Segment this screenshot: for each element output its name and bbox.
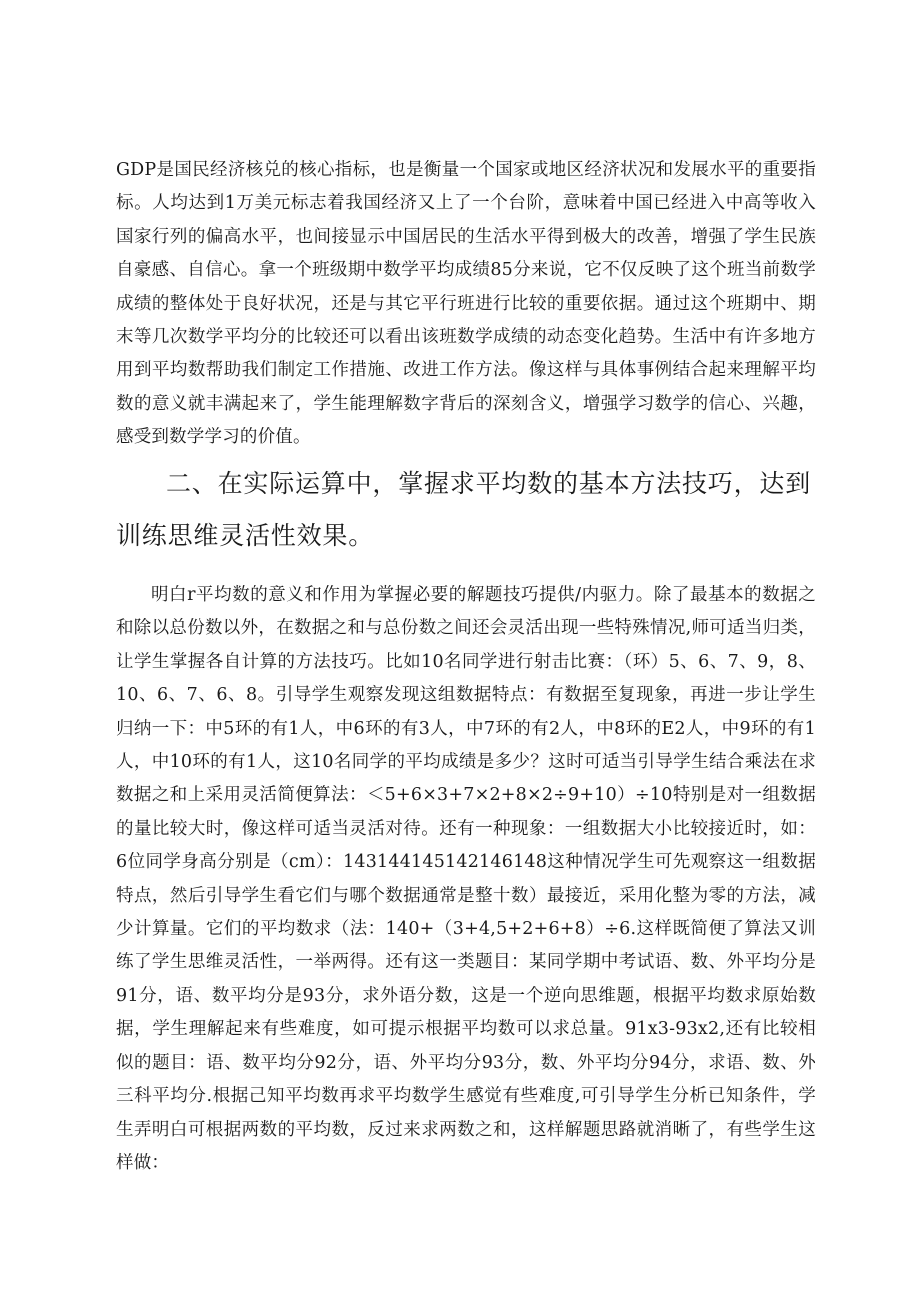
body-paragraph-gdp: GDP是国民经济核兑的核心指标，也是衡量一个国家或地区经济状况和发展水平的重要指标。人均达到1万美元标志着我国经济又上了一个台阶，意味着中国已经进入中高等收入国家行列的偏高水平，也间接显示中国居民的生活水平得到极大的改善，增强了学生民族自豪感、自信心。拿一个班级期中数学平均成绩85分来说，它不仅反映了这个班当前数学成绩的整体处于良好状况，还是与其它平行班进行比较的重要依据。通过这个班期中、期末等几次数学平均分的比较还可以看出该班数学成绩的动态变化趋势。生活中有许多地方用到平均数帮助我们制定工作措施、改进工作方法。像这样与具体事例结合起来理解平均数的意义就丰满起来了，学生能理解数字背后的深刻含义，增强学习数学的信心、兴趣，感受到数学学习的价值。 <box>116 160 816 448</box>
body-paragraph-average-methods: 明白r平均数的意义和作用为掌握必要的解题技巧提供/内驱力。除了最基本的数据之和除以总份数以外，在数据之和与总份数之间还会灵活出现一些特殊情况,师可适当归类，让学生掌握各自计算的方法技巧。比如10名同学进行射击比赛：（环）5、6、7、9，8、10、6、7、6、8。引导学生观察发现这组数据特点：有数据至复现象，再进一步让学生归纳一下：中5环的有1人，中6环的有3人，中7环的有2人，中8环的E2人，中9环的有1人，中10环的有1人，这10名同学的平均成绩是多少？这时可适当引导学生结合乘法在求数据之和上采用灵活简便算法：＜5+6×3+7×2+8×2÷9+10）÷10特别是对一组数据的量比较大时，像这样可适当灵活对待。还有一种现象：一组数据大小比较接近时，如：6位同学身高分别是（cm）：143144145142146148这种情况学生可先观察这一组数据特点，然后引导学生看它们与哪个数据通常是整十数）最接近，采用化整为零的方法，减少计算量。它们的平均数求（法：140+（3+4,5+2+6+8）÷6.这样既简便了算法又训练了学生思维灵活性，一举两得。还有这一类题目：某同学期中考试语、数、外平均分是91分，语、数平均分是93分，求外语分数，这是一个逆向思维题，根据平均数求原始数据，学生理解起来有些难度，如可提示根据平均数可以求总量。91x3-93x2,还有比较相似的题目：语、数平均分92分，语、外平均分93分，数、外平均分94分，求语、数、外三科平均分.根据己知平均数再求平均数学生感觉有些难度,可引导学生分析已知条件，学生弄明白可根据两数的平均数，反过来求两数之和，这样解题思路就消晰了，有些学生这样做： <box>116 585 816 1173</box>
section-heading-2: 二、在实际运算中，掌握求平均数的基本方法技巧，达到训练思维灵活性效果。 <box>116 469 812 550</box>
